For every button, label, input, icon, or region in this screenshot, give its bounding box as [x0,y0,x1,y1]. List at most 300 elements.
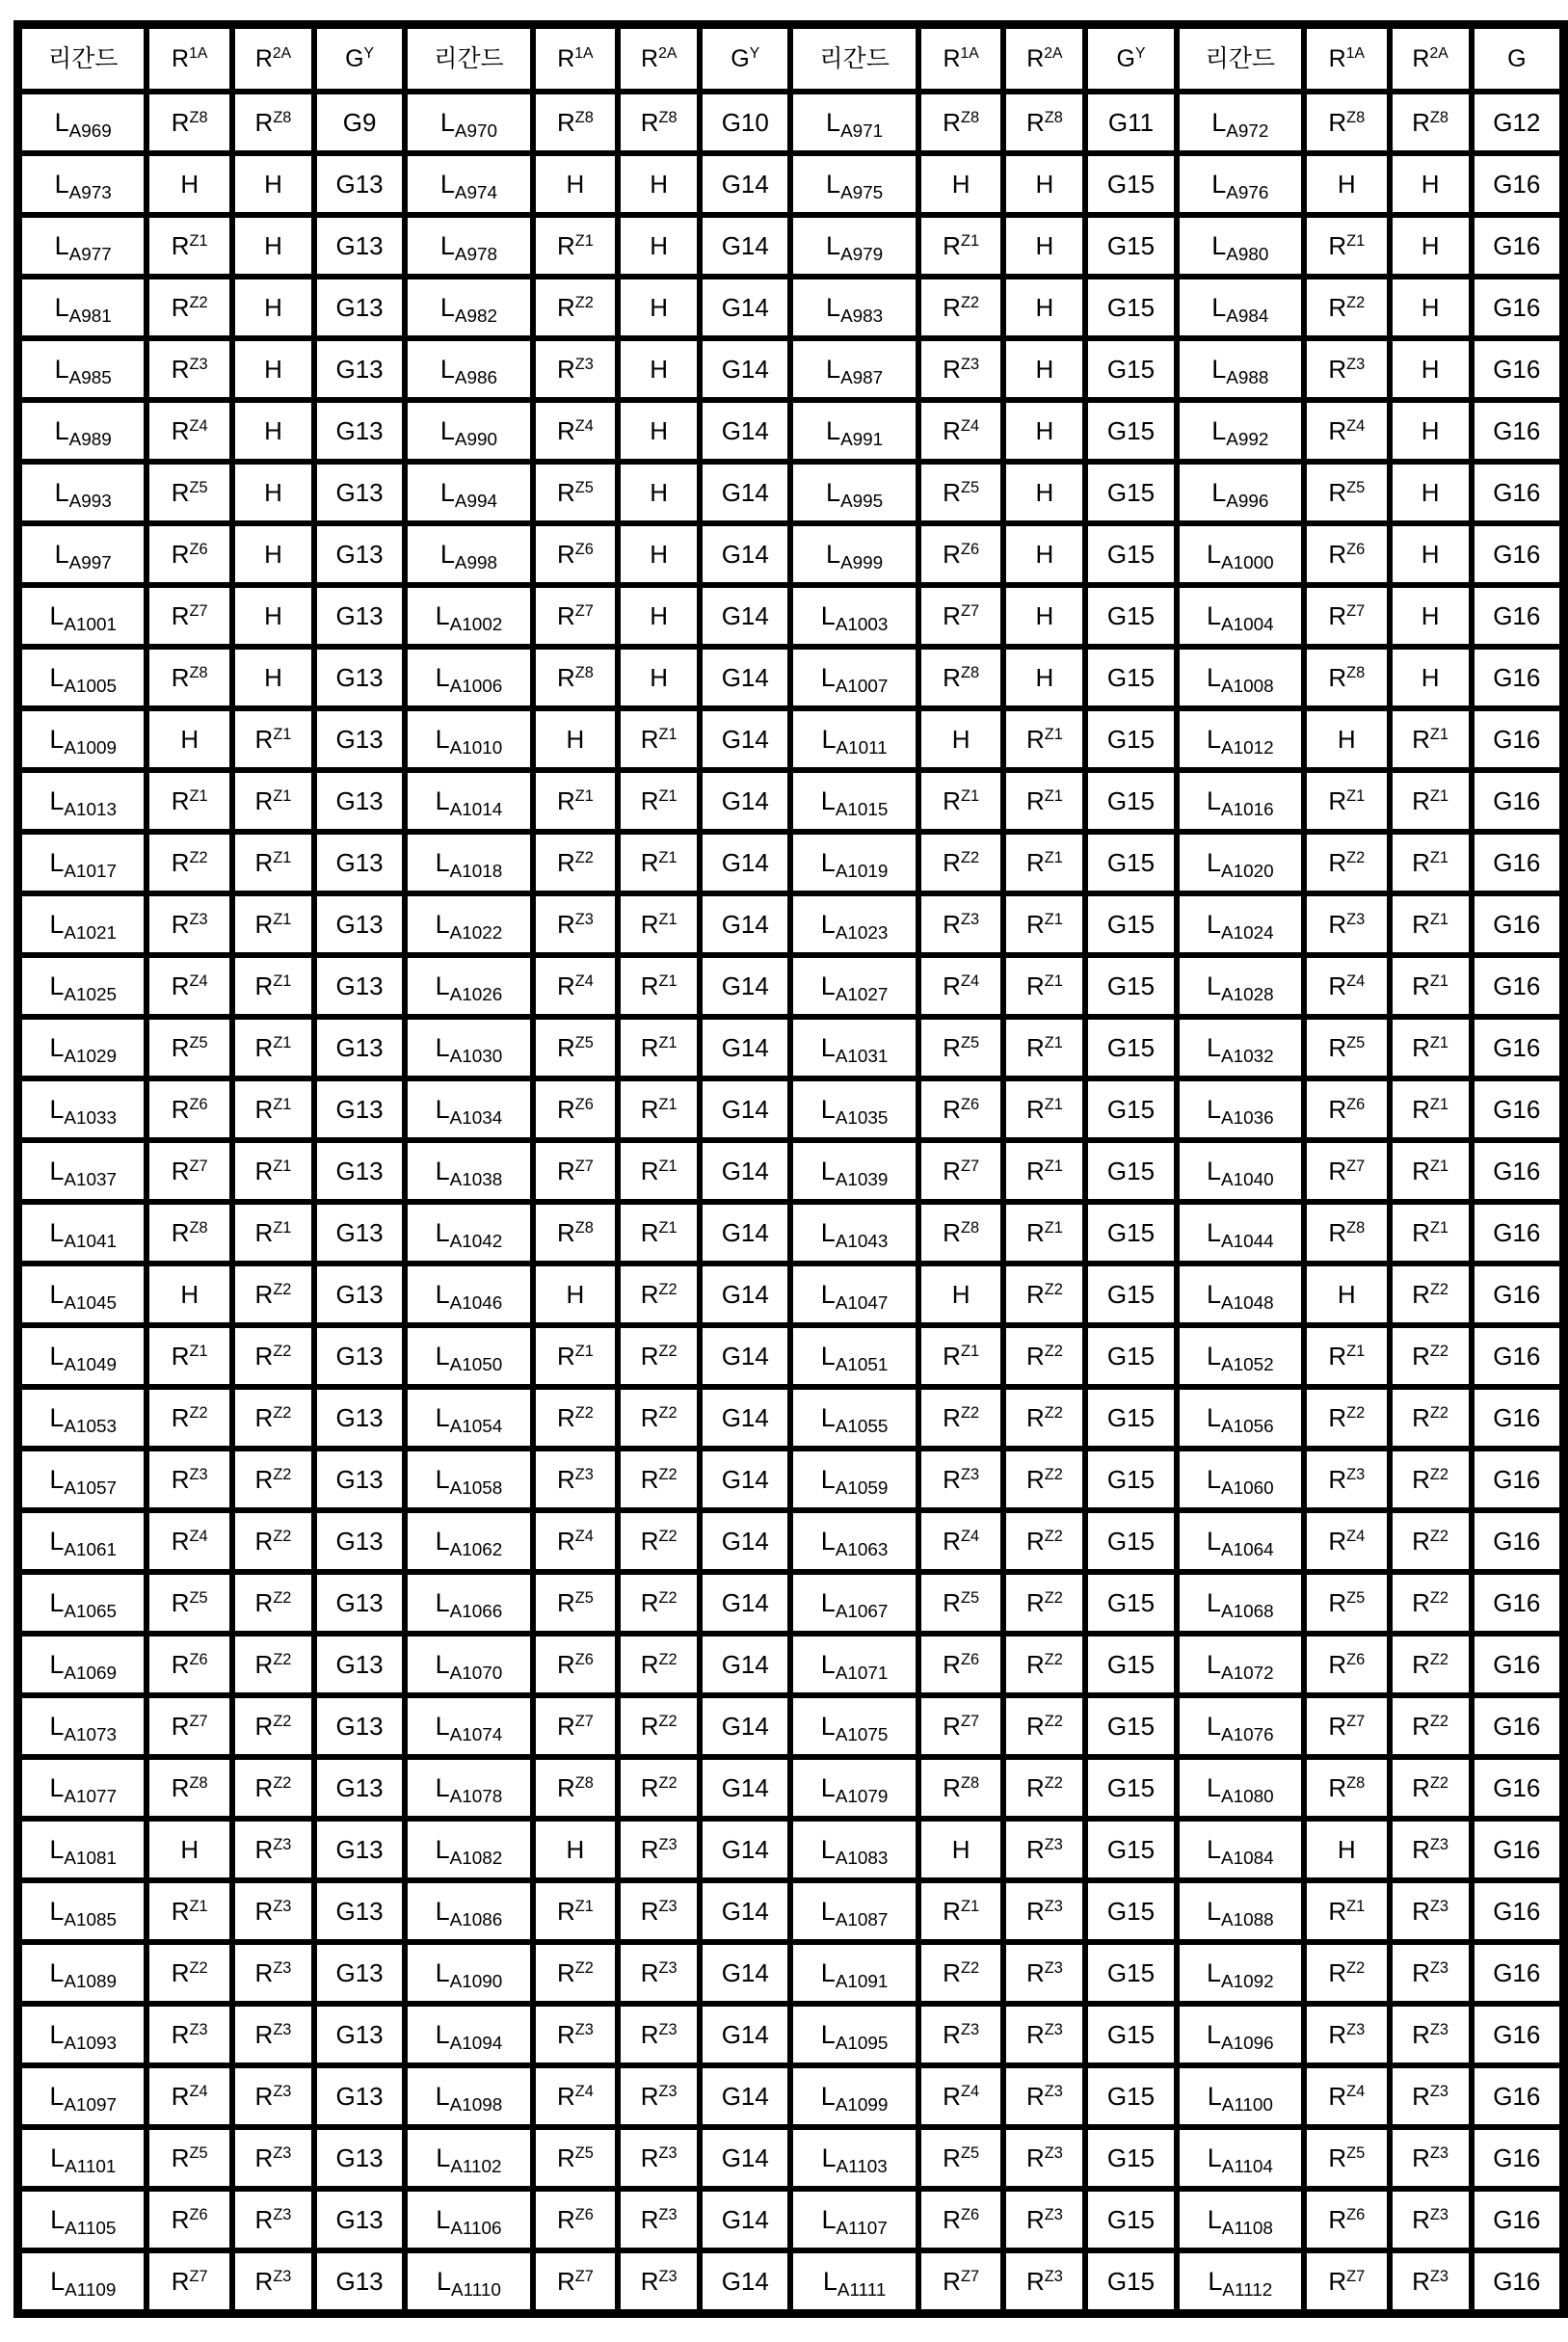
cell-r2a: $R^{Z3}$ [232,2250,314,2314]
cell-g: G15 [1085,1634,1176,1695]
cell-r2a: $R^{Z1}$ [1390,955,1472,1017]
cell-r2a: $R^{Z3}$ [1003,1819,1085,1880]
cell-r1a: $R^{Z7}$ [1304,1140,1390,1202]
cell-g: G14 [700,1017,790,1078]
cell-ligand: $L_{A989}$ [18,400,147,462]
cell-r1a: $R^{Z1}$ [146,215,232,277]
cell-ligand: $L_{A984}$ [1177,277,1304,338]
cell-g: G13 [314,708,405,770]
cell-g: G16 [1472,1140,1564,1202]
cell-r2a: $R^{Z2}$ [1003,1325,1085,1387]
cell-r2a: H [232,400,314,462]
cell-ligand: $L_{A1018}$ [405,832,532,893]
cell-ligand: $L_{A1013}$ [18,770,147,832]
cell-ligand: $L_{A986}$ [405,338,532,400]
cell-r2a: H [618,462,700,523]
cell-r1a: $R^{Z1}$ [918,1325,1004,1387]
table-row [18,92,1564,153]
cell-g: G15 [1085,400,1176,462]
cell-r1a: H [1304,1264,1390,1325]
cell-g: G15 [1085,1572,1176,1634]
cell-ligand: $L_{A1034}$ [405,1078,532,1140]
cell-r2a: $R^{Z2}$ [232,1757,314,1819]
table-row [18,1880,1564,1942]
cell-r2a: $R^{Z2}$ [618,1449,700,1510]
header-g: $G^Y$ [1085,25,1176,93]
cell-r2a: $R^{Z1}$ [232,708,314,770]
cell-g: G14 [700,647,790,708]
cell-r1a: $R^{Z4}$ [918,955,1004,1017]
cell-ligand: $L_{A1099}$ [790,2065,917,2127]
cell-ligand: $L_{A1003}$ [790,585,917,647]
cell-g: G15 [1085,153,1176,215]
cell-ligand: $L_{A1030}$ [405,1017,532,1078]
cell-r1a: H [533,153,619,215]
cell-g: G16 [1472,153,1564,215]
cell-g: G15 [1085,215,1176,277]
cell-ligand: $L_{A1055}$ [790,1387,917,1449]
cell-g: G13 [314,893,405,955]
cell-g: G16 [1472,1942,1564,2004]
cell-g: G16 [1472,1202,1564,1264]
cell-r2a: $R^{Z2}$ [1003,1510,1085,1572]
cell-r2a: $R^{Z1}$ [1390,1140,1472,1202]
cell-r1a: $R^{Z2}$ [533,277,619,338]
cell-r2a: $R^{Z1}$ [618,893,700,955]
cell-r2a: $R^{Z2}$ [1390,1325,1472,1387]
cell-g: G15 [1085,338,1176,400]
cell-g: G15 [1085,1819,1176,1880]
cell-r1a: H [1304,1819,1390,1880]
cell-r1a: $R^{Z6}$ [1304,2189,1390,2250]
cell-r1a: H [146,708,232,770]
cell-ligand: $L_{A1096}$ [1177,2004,1304,2065]
cell-ligand: $L_{A972}$ [1177,92,1304,153]
cell-g: G16 [1472,1634,1564,1695]
cell-r2a: $R^{Z1}$ [1003,708,1085,770]
table-row [18,1942,1564,2004]
cell-ligand: $L_{A974}$ [405,153,532,215]
cell-g: G15 [1085,1017,1176,1078]
cell-r2a: H [1390,277,1472,338]
cell-ligand: $L_{A1007}$ [790,647,917,708]
cell-r2a: $R^{Z3}$ [618,2250,700,2314]
cell-ligand: $L_{A1029}$ [18,1017,147,1078]
cell-r2a: $R^{Z2}$ [1390,1510,1472,1572]
cell-ligand: $L_{A1052}$ [1177,1325,1304,1387]
cell-r2a: $R^{Z3}$ [618,1819,700,1880]
header-r2a: $R^{2A}$ [1003,25,1085,93]
cell-ligand: $L_{A1009}$ [18,708,147,770]
cell-ligand: $L_{A1031}$ [790,1017,917,1078]
cell-r1a: $R^{Z4}$ [146,400,232,462]
cell-r2a: H [1390,523,1472,585]
table-row [18,338,1564,400]
cell-g: G16 [1472,215,1564,277]
cell-r2a: $R^{Z2}$ [1003,1387,1085,1449]
cell-r2a: $R^{Z2}$ [1003,1757,1085,1819]
cell-r1a: $R^{Z4}$ [146,1510,232,1572]
cell-g: G14 [700,2250,790,2314]
cell-r2a: H [1390,338,1472,400]
cell-r2a: $R^{Z1}$ [232,1140,314,1202]
cell-r1a: $R^{Z5}$ [146,462,232,523]
cell-ligand: $L_{A1085}$ [18,1880,147,1942]
cell-r2a: $R^{Z1}$ [1390,832,1472,893]
cell-g: G13 [314,1264,405,1325]
cell-r1a: $R^{Z2}$ [1304,1942,1390,2004]
cell-r2a: $R^{Z3}$ [1390,1880,1472,1942]
cell-ligand: $L_{A1074}$ [405,1695,532,1757]
cell-ligand: $L_{A1111}$ [790,2250,917,2314]
cell-g: G12 [1472,92,1564,153]
cell-ligand: $L_{A1065}$ [18,1572,147,1634]
cell-r1a: $R^{Z1}$ [533,770,619,832]
cell-ligand: $L_{A978}$ [405,215,532,277]
cell-r1a: $R^{Z3}$ [146,1449,232,1510]
cell-ligand: $L_{A1080}$ [1177,1757,1304,1819]
cell-r1a: $R^{Z1}$ [533,215,619,277]
cell-r2a: $R^{Z3}$ [618,1942,700,2004]
cell-ligand: $L_{A969}$ [18,92,147,153]
cell-r1a: $R^{Z6}$ [1304,523,1390,585]
cell-ligand: $L_{A996}$ [1177,462,1304,523]
cell-ligand: $L_{A1072}$ [1177,1634,1304,1695]
cell-r1a: H [146,153,232,215]
cell-r1a: $R^{Z2}$ [146,1387,232,1449]
cell-ligand: $L_{A1086}$ [405,1880,532,1942]
cell-ligand: $L_{A1046}$ [405,1264,532,1325]
cell-ligand: $L_{A1063}$ [790,1510,917,1572]
cell-r2a: $R^{Z2}$ [1003,1572,1085,1634]
table-row [18,1264,1564,1325]
cell-r2a: H [1390,400,1472,462]
cell-r1a: $R^{Z2}$ [1304,1387,1390,1449]
cell-r1a: $R^{Z5}$ [1304,2127,1390,2189]
table-row [18,1078,1564,1140]
cell-ligand: $L_{A1104}$ [1177,2127,1304,2189]
header-ligand: 리간드 [790,25,917,93]
cell-r1a: $R^{Z2}$ [533,1387,619,1449]
cell-ligand: $L_{A1053}$ [18,1387,147,1449]
table-body [18,92,1564,2314]
cell-r2a: H [618,153,700,215]
cell-g: G16 [1472,1017,1564,1078]
cell-r1a: $R^{Z7}$ [146,1140,232,1202]
cell-r2a: $R^{Z2}$ [1003,1264,1085,1325]
cell-r1a: $R^{Z3}$ [146,338,232,400]
cell-g: G13 [314,1449,405,1510]
cell-r2a: H [232,338,314,400]
cell-r1a: $R^{Z3}$ [533,2004,619,2065]
cell-r2a: $R^{Z3}$ [1390,2127,1472,2189]
cell-r2a: $R^{Z2}$ [232,1695,314,1757]
cell-r2a: $R^{Z1}$ [232,893,314,955]
cell-r2a: $R^{Z2}$ [1390,1572,1472,1634]
cell-ligand: $L_{A1048}$ [1177,1264,1304,1325]
cell-r1a: $R^{Z4}$ [533,400,619,462]
cell-g: G13 [314,770,405,832]
cell-r1a: $R^{Z6}$ [533,523,619,585]
cell-ligand: $L_{A1002}$ [405,585,532,647]
cell-r1a: $R^{Z2}$ [918,1942,1004,2004]
cell-g: G16 [1472,1757,1564,1819]
cell-r1a: $R^{Z1}$ [1304,770,1390,832]
cell-r2a: H [232,462,314,523]
cell-r1a: $R^{Z5}$ [918,1017,1004,1078]
cell-r1a: $R^{Z6}$ [918,2189,1004,2250]
cell-r2a: $R^{Z1}$ [232,770,314,832]
cell-ligand: $L_{A990}$ [405,400,532,462]
cell-r1a: $R^{Z7}$ [1304,585,1390,647]
cell-ligand: $L_{A976}$ [1177,153,1304,215]
cell-r1a: $R^{Z6}$ [146,1078,232,1140]
cell-r2a: $R^{Z1}$ [618,770,700,832]
header-ligand: 리간드 [1177,25,1304,93]
cell-r2a: $R^{Z8}$ [618,92,700,153]
cell-r2a: $R^{Z2}$ [618,1634,700,1695]
cell-r2a: $R^{Z2}$ [232,1325,314,1387]
cell-ligand: $L_{A1095}$ [790,2004,917,2065]
cell-r2a: H [618,338,700,400]
cell-g: G13 [314,585,405,647]
cell-r2a: $R^{Z2}$ [232,1449,314,1510]
cell-r1a: $R^{Z6}$ [533,1634,619,1695]
cell-ligand: $L_{A1082}$ [405,1819,532,1880]
cell-r1a: $R^{Z8}$ [146,1202,232,1264]
cell-ligand: $L_{A988}$ [1177,338,1304,400]
table-row [18,2127,1564,2189]
cell-r2a: $R^{Z1}$ [1390,1078,1472,1140]
cell-g: G14 [700,1202,790,1264]
cell-r1a: $R^{Z3}$ [918,338,1004,400]
cell-r1a: $R^{Z6}$ [918,1078,1004,1140]
table-row [18,1510,1564,1572]
cell-r2a: $R^{Z2}$ [618,1572,700,1634]
cell-ligand: $L_{A970}$ [405,92,532,153]
cell-r1a: $R^{Z4}$ [1304,1510,1390,1572]
cell-r1a: H [918,153,1004,215]
table-row [18,1572,1564,1634]
table-row [18,462,1564,523]
cell-ligand: $L_{A1021}$ [18,893,147,955]
cell-r1a: $R^{Z3}$ [1304,893,1390,955]
cell-ligand: $L_{A1089}$ [18,1942,147,2004]
cell-r2a: $R^{Z2}$ [618,1757,700,1819]
cell-ligand: $L_{A1068}$ [1177,1572,1304,1634]
cell-ligand: $L_{A998}$ [405,523,532,585]
cell-r2a: $R^{Z1}$ [618,1017,700,1078]
cell-r2a: H [232,647,314,708]
cell-r1a: $R^{Z6}$ [918,1634,1004,1695]
cell-ligand: $L_{A983}$ [790,277,917,338]
cell-g: G15 [1085,462,1176,523]
cell-r1a: $R^{Z5}$ [533,1572,619,1634]
cell-r2a: H [1003,215,1085,277]
cell-r2a: $R^{Z3}$ [618,2065,700,2127]
cell-r1a: $R^{Z8}$ [1304,1757,1390,1819]
cell-r2a: $R^{Z3}$ [1003,1880,1085,1942]
cell-g: G13 [314,1880,405,1942]
cell-ligand: $L_{A1025}$ [18,955,147,1017]
cell-r1a: $R^{Z8}$ [533,92,619,153]
cell-r2a: $R^{Z3}$ [232,2004,314,2065]
cell-ligand: $L_{A981}$ [18,277,147,338]
cell-r1a: $R^{Z3}$ [1304,1449,1390,1510]
cell-g: G14 [700,955,790,1017]
cell-r1a: $R^{Z5}$ [533,2127,619,2189]
cell-g: G16 [1472,1880,1564,1942]
cell-ligand: $L_{A1059}$ [790,1449,917,1510]
table-row [18,647,1564,708]
cell-r1a: $R^{Z2}$ [918,832,1004,893]
table-row [18,770,1564,832]
cell-g: G16 [1472,2127,1564,2189]
cell-ligand: $L_{A1077}$ [18,1757,147,1819]
cell-g: G15 [1085,2004,1176,2065]
cell-r2a: $R^{Z3}$ [232,1880,314,1942]
cell-g: G14 [700,1757,790,1819]
cell-g: G16 [1472,1819,1564,1880]
cell-r1a: H [533,708,619,770]
cell-ligand: $L_{A975}$ [790,153,917,215]
table-row [18,523,1564,585]
cell-g: G15 [1085,955,1176,1017]
cell-r1a: $R^{Z3}$ [146,893,232,955]
cell-ligand: $L_{A1045}$ [18,1264,147,1325]
cell-r2a: $R^{Z2}$ [618,1695,700,1757]
cell-r1a: $R^{Z4}$ [918,1510,1004,1572]
cell-g: G13 [314,277,405,338]
cell-g: G13 [314,523,405,585]
header-r1a: $R^{1A}$ [1304,25,1390,93]
cell-r1a: $R^{Z8}$ [533,647,619,708]
cell-g: G16 [1472,1695,1564,1757]
cell-r1a: $R^{Z7}$ [918,2250,1004,2314]
cell-r1a: $R^{Z1}$ [918,770,1004,832]
cell-r2a: H [618,215,700,277]
cell-ligand: $L_{A1087}$ [790,1880,917,1942]
cell-ligand: $L_{A999}$ [790,523,917,585]
table-row [18,1387,1564,1449]
cell-ligand: $L_{A1081}$ [18,1819,147,1880]
cell-r1a: $R^{Z3}$ [1304,2004,1390,2065]
cell-ligand: $L_{A1066}$ [405,1572,532,1634]
cell-ligand: $L_{A1062}$ [405,1510,532,1572]
cell-r2a: $R^{Z3}$ [618,1880,700,1942]
cell-ligand: $L_{A980}$ [1177,215,1304,277]
cell-r2a: $R^{Z1}$ [618,832,700,893]
cell-g: G13 [314,2127,405,2189]
cell-g: G16 [1472,2250,1564,2314]
cell-r1a: $R^{Z7}$ [1304,2250,1390,2314]
table-row [18,955,1564,1017]
cell-r1a: $R^{Z5}$ [146,2127,232,2189]
cell-r1a: $R^{Z3}$ [918,893,1004,955]
cell-r1a: $R^{Z4}$ [1304,2065,1390,2127]
cell-r1a: $R^{Z1}$ [533,1880,619,1942]
cell-r1a: $R^{Z6}$ [1304,1078,1390,1140]
cell-ligand: $L_{A1070}$ [405,1634,532,1695]
cell-r2a: $R^{Z1}$ [232,955,314,1017]
cell-r2a: $R^{Z1}$ [1003,1078,1085,1140]
cell-r1a: $R^{Z4}$ [918,400,1004,462]
cell-ligand: $L_{A1057}$ [18,1449,147,1510]
cell-g: G15 [1085,1325,1176,1387]
cell-g: G13 [314,2065,405,2127]
cell-r1a: H [146,1819,232,1880]
table-row [18,2065,1564,2127]
cell-r1a: H [1304,153,1390,215]
cell-r1a: $R^{Z5}$ [533,462,619,523]
cell-r2a: $R^{Z2}$ [618,1510,700,1572]
cell-r2a: $R^{Z3}$ [618,2189,700,2250]
cell-g: G13 [314,215,405,277]
table-row [18,2250,1564,2314]
cell-ligand: $L_{A1112}$ [1177,2250,1304,2314]
cell-g: G16 [1472,585,1564,647]
cell-g: G15 [1085,1140,1176,1202]
cell-g: G15 [1085,893,1176,955]
cell-r1a: $R^{Z2}$ [1304,832,1390,893]
table-row [18,1819,1564,1880]
cell-g: G13 [314,2004,405,2065]
cell-ligand: $L_{A1032}$ [1177,1017,1304,1078]
cell-ligand: $L_{A1064}$ [1177,1510,1304,1572]
cell-r2a: $R^{Z1}$ [1390,770,1472,832]
cell-g: G16 [1472,1387,1564,1449]
cell-g: G15 [1085,2065,1176,2127]
cell-g: G14 [700,1634,790,1695]
cell-ligand: $L_{A1097}$ [18,2065,147,2127]
cell-ligand: $L_{A1090}$ [405,1942,532,2004]
cell-ligand: $L_{A1050}$ [405,1325,532,1387]
cell-r1a: $R^{Z4}$ [918,2065,1004,2127]
cell-r2a: $R^{Z3}$ [232,1819,314,1880]
cell-g: G15 [1085,1757,1176,1819]
header-r1a: $R^{1A}$ [918,25,1004,93]
table-row [18,1757,1564,1819]
cell-r1a: $R^{Z2}$ [533,1942,619,2004]
cell-g: G14 [700,2189,790,2250]
cell-r2a: $R^{Z8}$ [1390,92,1472,153]
cell-ligand: $L_{A1075}$ [790,1695,917,1757]
cell-r1a: $R^{Z1}$ [146,770,232,832]
table-row [18,400,1564,462]
cell-ligand: $L_{A1017}$ [18,832,147,893]
cell-g: G16 [1472,338,1564,400]
cell-ligand: $L_{A1073}$ [18,1695,147,1757]
cell-r1a: H [1304,708,1390,770]
cell-r1a: $R^{Z1}$ [1304,1325,1390,1387]
table-header [18,25,1564,93]
table-row [18,1449,1564,1510]
cell-r2a: H [1390,585,1472,647]
cell-r2a: $R^{Z3}$ [1003,2189,1085,2250]
cell-r1a: $R^{Z5}$ [146,1572,232,1634]
cell-g: G14 [700,523,790,585]
cell-g: G15 [1085,523,1176,585]
cell-ligand: $L_{A993}$ [18,462,147,523]
cell-g: G16 [1472,1449,1564,1510]
cell-g: G13 [314,1510,405,1572]
cell-r2a: H [1390,215,1472,277]
cell-g: G16 [1472,955,1564,1017]
cell-r2a: H [618,277,700,338]
table-row [18,832,1564,893]
cell-r1a: $R^{Z5}$ [918,462,1004,523]
cell-g: G16 [1472,893,1564,955]
